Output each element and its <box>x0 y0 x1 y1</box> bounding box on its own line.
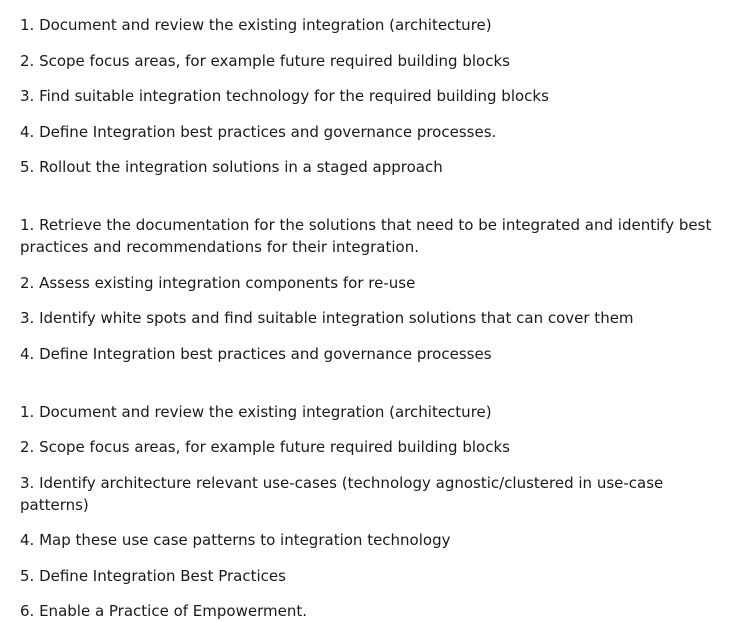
list-item: 5. Define Integration Best Practices <box>20 565 732 587</box>
list-item: 1. Document and review the existing integration (architecture) <box>20 401 732 423</box>
list-item: 4. Map these use case patterns to integration technology <box>20 529 732 551</box>
list-item: 5. Rollout the integration solutions in a staged approach <box>20 156 732 178</box>
list-item: 2. Assess existing integration components for re-use <box>20 272 732 294</box>
list-item: 2. Scope focus areas, for example future required building blocks <box>20 50 732 72</box>
list-item: 1. Document and review the existing integration (architecture) <box>20 14 732 36</box>
numbered-list-1 <box>20 14 732 178</box>
list-item: 4. Define Integration best practices and governance processes <box>20 343 732 365</box>
list-item: 2. Scope focus areas, for example future required building blocks <box>20 436 732 458</box>
numbered-list-2 <box>20 214 732 365</box>
list-item: 1. Retrieve the documentation for the solutions that need to be integrated and identify best practices and recommendations for their integration. <box>20 214 732 258</box>
list-item: 3. Identify architecture relevant use-cases (technology agnostic/clustered in use-case patterns) <box>20 472 732 516</box>
list-item: 6. Enable a Practice of Empowerment. <box>20 600 732 622</box>
list-item: 3. Find suitable integration technology for the required building blocks <box>20 85 732 107</box>
numbered-list-3 <box>20 401 732 622</box>
list-item: 4. Define Integration best practices and governance processes. <box>20 121 732 143</box>
list-item: 3. Identify white spots and find suitable integration solutions that can cover them <box>20 307 732 329</box>
document-body <box>20 14 732 622</box>
